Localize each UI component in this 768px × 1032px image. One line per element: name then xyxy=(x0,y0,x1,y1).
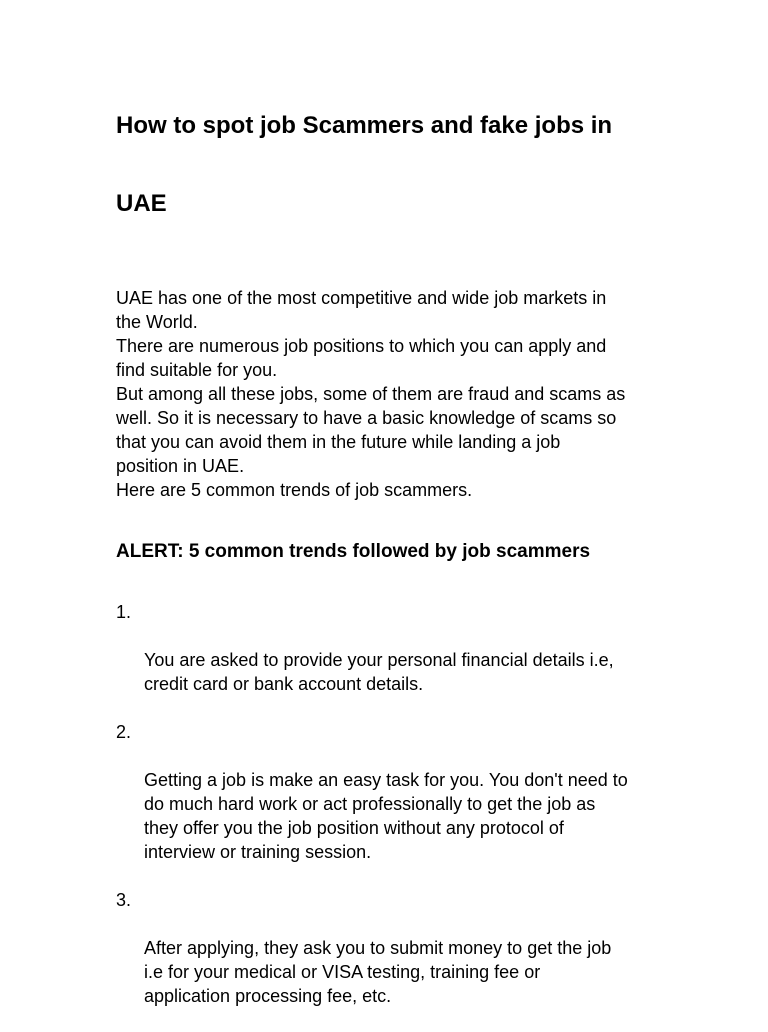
list-item xyxy=(116,720,661,864)
page-title-line-1: How to spot job Scammers and fake jobs in xyxy=(116,112,613,139)
scam-trends-list xyxy=(116,600,661,1032)
intro-paragraph: There are numerous job positions to which you can apply and find suitable for you. xyxy=(116,336,607,380)
list-item-number: 3. xyxy=(116,890,132,910)
list-item-number: 2. xyxy=(116,722,132,742)
list-item xyxy=(116,888,661,1008)
intro-text xyxy=(116,286,656,502)
alert-heading: ALERT: 5 common trends followed by job scammers xyxy=(116,541,591,562)
intro-paragraph: Here are 5 common trends of job scammers. xyxy=(116,480,473,500)
intro-paragraph: But among all these jobs, some of them are fraud and scams as well. So it is necessary to have a basic knowledge of scams so that you can avoid them in the future while landing a job position in UAE. xyxy=(116,384,626,476)
list-item-text: You are asked to provide your personal financial details i.e, credit card or bank account details. xyxy=(144,650,614,694)
list-item-number: 1. xyxy=(116,602,132,622)
page-title-line-2: UAE xyxy=(116,190,167,217)
list-item-text: Getting a job is make an easy task for you. You don't need to do much hard work or act professionally to get the job as they offer you the job position without any protocol of interview or training session. xyxy=(144,770,628,862)
list-item xyxy=(116,600,661,696)
list-item-text: After applying, they ask you to submit money to get the job i.e for your medical or VISA testing, training fee or application processing fee, etc. xyxy=(144,938,612,1006)
intro-paragraph: UAE has one of the most competitive and wide job markets in the World. xyxy=(116,288,607,332)
